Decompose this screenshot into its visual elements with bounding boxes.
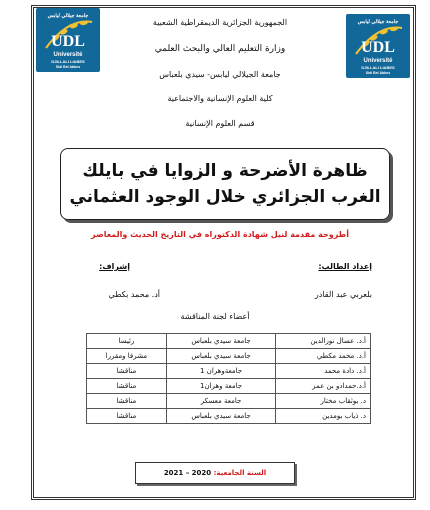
member-role: رئيسا [87,334,167,349]
student-label: إعداد الطالب: [318,262,372,271]
thesis-degree-note: أطروحة مقدمة لنيل شهادة الدكتوراه في التاريخ الحديث والمعاصر [91,230,349,239]
page-border [31,5,416,500]
supervisor-name: أد. محمد بكطي [108,290,160,299]
committee-title: أعضاء لجنة المناقشة [180,312,250,321]
academic-year-value: 2020 – 2021 [163,469,212,477]
header-department: قسم العلوم الإنسانية [185,119,255,128]
logo-arabic-name: جامعة جيلالي ليابس [357,19,399,25]
logo-city: Sidi Bel Abbes [55,65,81,69]
member-university: جامعة سيدي بلعباس [166,409,276,424]
member-name: د. بوثقاب مختار [276,394,371,409]
member-university: جامعة سيدي بلعباس [166,334,276,349]
student-name: بلعربي عبد القادر [314,290,372,299]
thesis-title-box [60,148,390,220]
member-role: مناقشا [87,409,167,424]
table-row [87,379,371,394]
university-logo-left [36,8,100,72]
member-name: أ.د. دادة محمد [276,364,371,379]
table-row [87,334,371,349]
logo-university-name: DJILLALI LIABES [51,59,85,64]
table-row [87,349,371,364]
member-role: مناقشا [87,394,167,409]
member-name: د. ذياب بومدين [276,409,371,424]
academic-year-label: السنة الجامعية: [213,469,267,477]
academic-year-box [135,462,295,484]
member-university: جامعة معسكر [166,394,276,409]
member-role: مشرفا ومقررا [87,349,167,364]
header-university: جامعة الجيلالي ليابس- سيدي بلعباس [159,70,281,79]
university-logo-right [346,14,410,78]
supervisor-label: إشراف: [99,262,130,271]
logo-university-word: Université [363,58,393,64]
table-row [87,364,371,379]
member-name: أ.د. عسال نورالدين [276,334,371,349]
logo-city: Sidi Bel Abbes [365,71,391,75]
table-row [87,409,371,424]
table-row [87,394,371,409]
header-faculty: كلية العلوم الإنسانية والاجتماعية [167,94,273,103]
logo-university-name: DJILLALI LIABES [361,65,395,70]
member-university: جامعة سيدي بلعباس [166,349,276,364]
committee-table [86,333,371,424]
member-role: مناقشا [87,379,167,394]
svg-text:UDL: UDL [361,39,395,56]
logo-university-word: Université [53,52,83,58]
header-ministry: وزارة التعليم العالي والبحث العلمي [154,44,286,54]
member-university: جامعة وهران1 [166,379,276,394]
thesis-title-line-2: الغرب الجزائري خلال الوجود العثماني [69,187,381,207]
member-name: أ.د.حمدادو بن عمر [276,379,371,394]
header-republic: الجمهورية الجزائرية الديمقراطية الشعبية [152,18,288,27]
member-name: أ.د. محمد مكطي [276,349,371,364]
svg-text:UDL: UDL [51,33,85,50]
thesis-title-line-1: ظاهرة الأضرحة و الزوايا في بايلك [82,161,368,181]
member-role: مناقشا [87,364,167,379]
member-university: جامعةوهران 1 [166,364,276,379]
logo-arabic-name: جامعة جيلالي ليابس [47,13,89,19]
